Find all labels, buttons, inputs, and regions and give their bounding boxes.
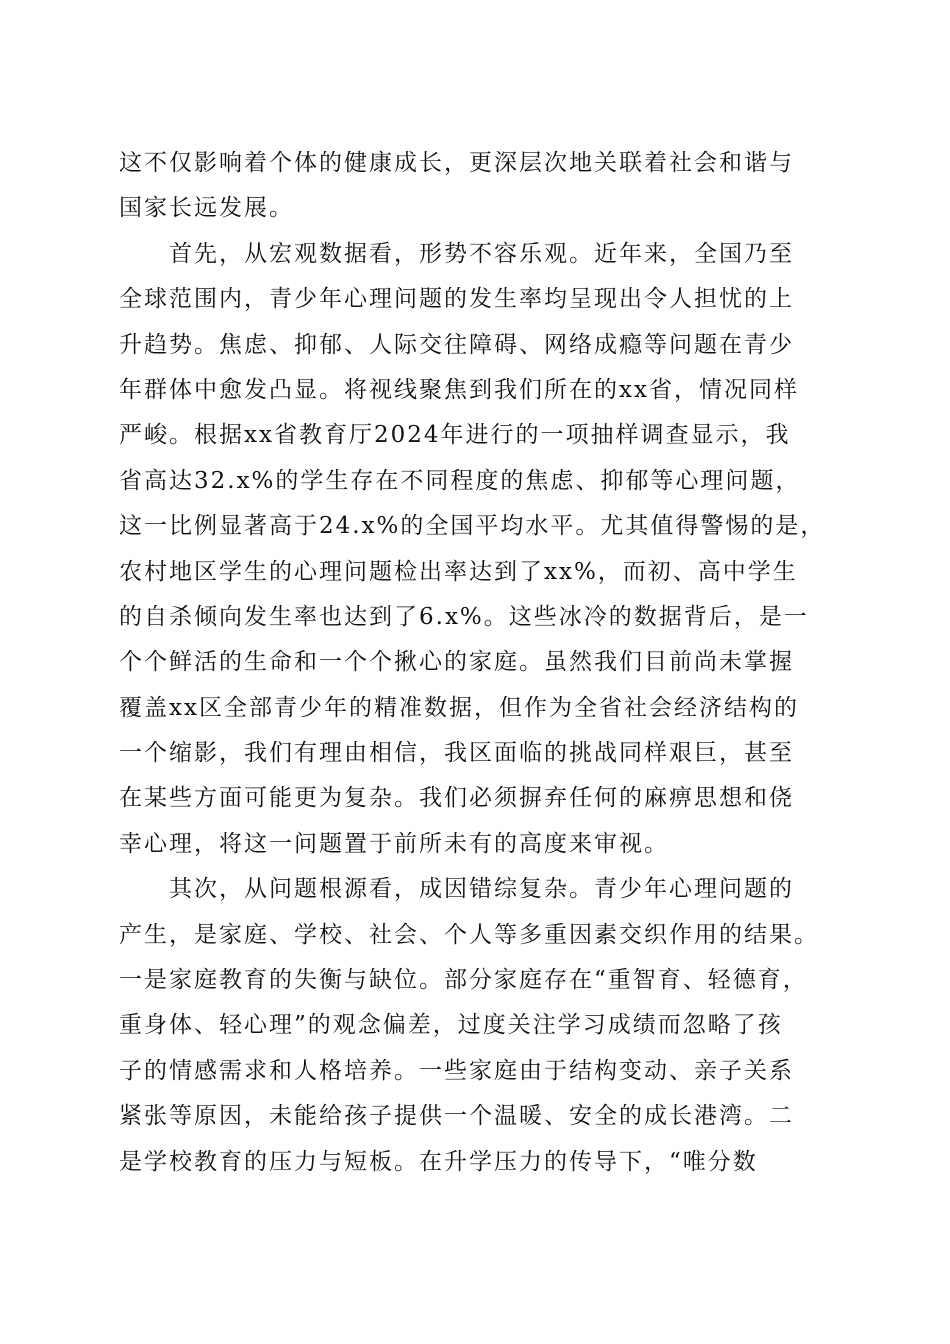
text-line: 这不仅影响着个体的健康成长，更深层次地关联着社会和谐与 bbox=[119, 150, 794, 176]
text-line: 紧张等原因，未能给孩子提供一个温暖、安全的成长港湾。二 bbox=[119, 1103, 794, 1130]
text-line: 升趋势。焦虑、抑郁、人际交往障碍、网络成瘾等问题在青少 bbox=[119, 331, 794, 358]
text-line: 全球范围内，青少年心理问题的发生率均呈现出令人担忧的上 bbox=[119, 286, 794, 313]
text-line: 幸心理，将这一问题置于前所未有的高度来审视。 bbox=[119, 830, 669, 857]
text-line: 重身体、轻心理”的观念偏差，过度关注学习成绩而忽略了孩 bbox=[119, 1012, 783, 1039]
text-line: 一个缩影，我们有理由相信，我区面临的挑战同样艰巨，甚至 bbox=[119, 740, 794, 767]
text-line: 一是家庭教育的失衡与缺位。部分家庭存在“重智育、轻德育， bbox=[119, 967, 808, 994]
text-line: 的自杀倾向发生率也达到了6.x%。这些冰冷的数据背后，是一 bbox=[119, 603, 809, 630]
text-line: 农村地区学生的心理问题检出率达到了xx%，而初、高中学生 bbox=[119, 558, 798, 585]
text-line: 国家长远发展。 bbox=[119, 195, 294, 222]
text-line: 在某些方面可能更为复杂。我们必须摒弃任何的麻痹思想和侥 bbox=[119, 785, 794, 812]
text-line: 个个鲜活的生命和一个个揪心的家庭。虽然我们目前尚未掌握 bbox=[119, 649, 794, 676]
body-text bbox=[119, 141, 835, 1185]
text-line: 产生，是家庭、学校、社会、个人等多重因素交织作用的结果。 bbox=[119, 921, 819, 948]
text-line: 是学校教育的压力与短板。在升学压力的传导下，“唯分数 bbox=[119, 1148, 758, 1175]
text-line: 这一比例显著高于24.x%的全国平均水平。尤其值得警惕的是， bbox=[119, 513, 826, 540]
paragraph-start-line: 首先，从宏观数据看，形势不容乐观。近年来，全国乃至 bbox=[169, 240, 794, 267]
paragraph-start-line: 其次，从问题根源看，成因错综复杂。青少年心理问题的 bbox=[169, 876, 794, 903]
text-line: 子的情感需求和人格培养。一些家庭由于结构变动、亲子关系 bbox=[119, 1057, 794, 1084]
text-line: 覆盖xx区全部青少年的精准数据，但作为全省社会经济结构的 bbox=[119, 694, 799, 721]
text-line: 年群体中愈发凸显。将视线聚焦到我们所在的xx省，情况同样 bbox=[119, 376, 799, 403]
text-line: 严峻。根据xx省教育厅2024年进行的一项抽样调查显示，我 bbox=[119, 422, 791, 449]
text-line: 省高达32.x%的学生存在不同程度的焦虑、抑郁等心理问题， bbox=[119, 467, 801, 494]
